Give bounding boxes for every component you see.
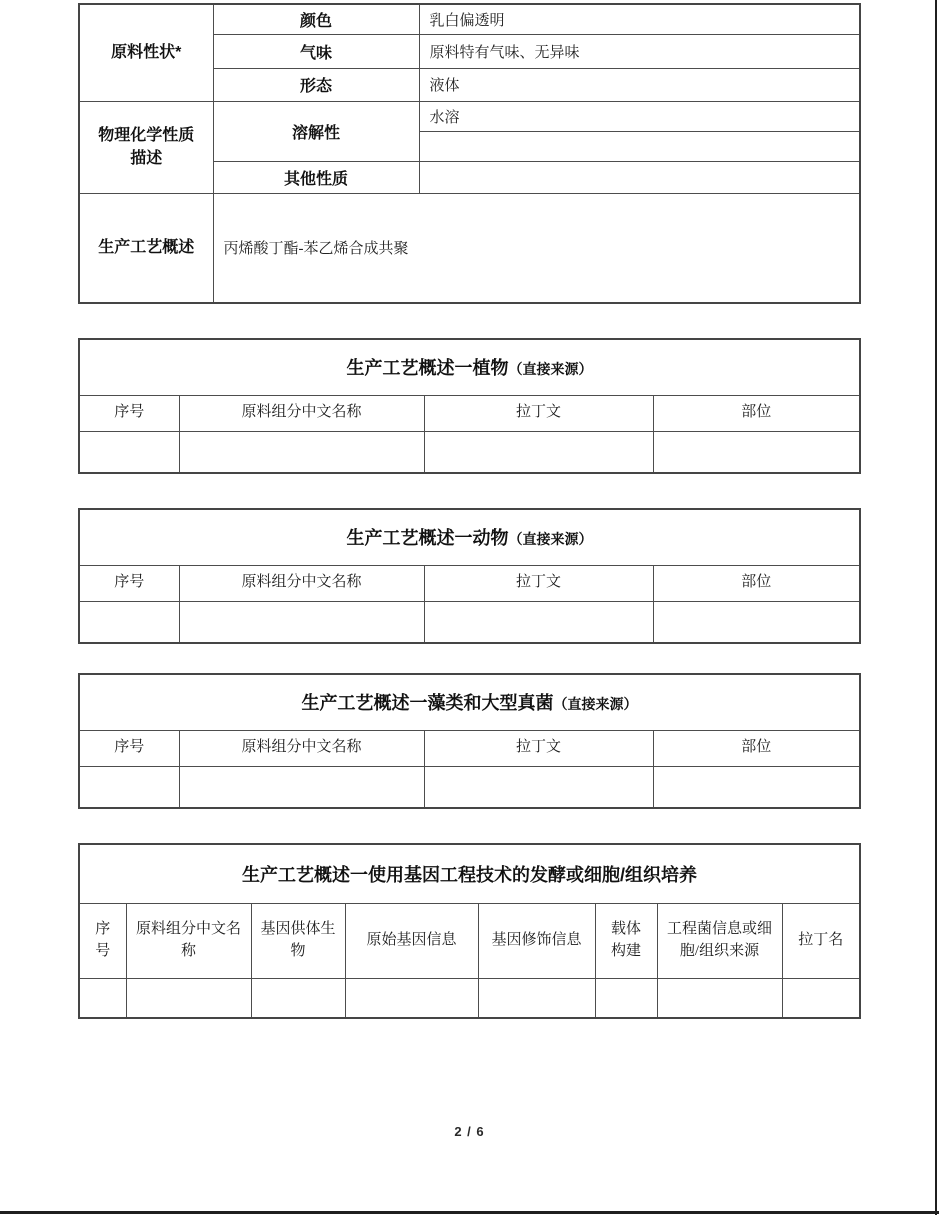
column-header-original-gene: 原始基因信息 [345, 903, 478, 978]
table-title-row [79, 509, 860, 565]
column-header-index: 序号 [79, 395, 179, 431]
table-cell [653, 431, 860, 473]
animal-source-table [78, 508, 861, 644]
column-header-index: 序号 [79, 903, 126, 978]
column-header-cn-name: 原料组分中文名称 [126, 903, 251, 978]
property-label-color: 颜色 [213, 4, 419, 34]
table-cell [424, 766, 653, 808]
table-cell [345, 978, 478, 1018]
table-title-note: （直接来源） [553, 696, 638, 713]
table-title-cell [79, 339, 860, 395]
table-cell [424, 431, 653, 473]
table-title-note: （直接来源） [508, 361, 593, 378]
table-header-row [79, 903, 860, 978]
plant-source-table [78, 338, 861, 474]
property-value-solubility: 水溶 [419, 101, 860, 131]
page-number: 2 / 6 [454, 1124, 485, 1139]
table-row [79, 101, 860, 131]
property-label-odor: 气味 [213, 34, 419, 68]
table-cell [653, 601, 860, 643]
table-title: 生产工艺概述一动物 [346, 528, 509, 549]
column-header-gene-donor: 基因供体生物 [251, 903, 345, 978]
column-header-part: 部位 [653, 730, 860, 766]
table-cell [424, 601, 653, 643]
table-cell [595, 978, 657, 1018]
column-header-cn-name: 原料组分中文名称 [179, 395, 424, 431]
column-header-latin: 拉丁文 [424, 730, 653, 766]
table-title-note: （直接来源） [508, 531, 593, 548]
column-header-latin-name: 拉丁名 [782, 903, 860, 978]
table-row [79, 4, 860, 34]
table-cell [179, 766, 424, 808]
table-cell [126, 978, 251, 1018]
group-label-physchem-description [79, 101, 213, 193]
table-title: 生产工艺概述一植物 [346, 358, 509, 379]
group-label-text: 物理化学性质描述 [98, 126, 195, 167]
property-value-odor: 原料特有气味、无异味 [419, 34, 860, 68]
page-edge-right [935, 0, 937, 1215]
table-row [79, 978, 860, 1018]
property-label-other: 其他性质 [213, 161, 419, 193]
table-header-row [79, 730, 860, 766]
column-header-cn-name: 原料组分中文名称 [179, 565, 424, 601]
table-cell [79, 431, 179, 473]
table-cell [79, 601, 179, 643]
property-label-solubility: 溶解性 [213, 101, 419, 161]
table-title-cell [79, 674, 860, 730]
column-header-part: 部位 [653, 565, 860, 601]
property-value-color: 乳白偏透明 [419, 4, 860, 34]
table-row [79, 193, 860, 303]
table-cell [251, 978, 345, 1018]
column-header-latin: 拉丁文 [424, 565, 653, 601]
column-header-latin: 拉丁文 [424, 395, 653, 431]
table-cell [79, 978, 126, 1018]
table-title-cell [79, 509, 860, 565]
column-header-index: 序号 [79, 565, 179, 601]
material-properties-table [78, 3, 861, 304]
table-cell [653, 766, 860, 808]
property-value-form: 液体 [419, 68, 860, 101]
table-title: 生产工艺概述一藻类和大型真菌 [301, 693, 554, 714]
property-value-empty [419, 131, 860, 161]
algae-fungi-source-table [78, 673, 861, 809]
table-cell [657, 978, 782, 1018]
column-header-cn-name: 原料组分中文名称 [179, 730, 424, 766]
table-title-row [79, 844, 860, 903]
table-row [79, 766, 860, 808]
table-cell [179, 601, 424, 643]
group-label-material-character: 原料性状* [79, 4, 213, 101]
table-title-row [79, 339, 860, 395]
table-title-cell [79, 844, 860, 903]
table-row [79, 601, 860, 643]
table-cell [478, 978, 595, 1018]
table-title: 生产工艺概述一使用基因工程技术的发酵或细胞/组织培养 [242, 864, 697, 885]
table-row [79, 431, 860, 473]
column-header-part: 部位 [653, 395, 860, 431]
table-cell [782, 978, 860, 1018]
table-header-row [79, 395, 860, 431]
column-header-engineered-strain: 工程菌信息或细胞/组织来源 [657, 903, 782, 978]
process-summary-label: 生产工艺概述 [79, 193, 213, 303]
process-summary-value: 丙烯酸丁酯-苯乙烯合成共聚 [213, 193, 860, 303]
column-header-vector-construction: 载体构建 [595, 903, 657, 978]
table-cell [179, 431, 424, 473]
table-cell [79, 766, 179, 808]
property-label-form: 形态 [213, 68, 419, 101]
property-value-other [419, 161, 860, 193]
page-edge-bottom [0, 1211, 939, 1214]
gmo-process-table [78, 843, 861, 1019]
table-header-row [79, 565, 860, 601]
table-title-row [79, 674, 860, 730]
column-header-gene-modification: 基因修饰信息 [478, 903, 595, 978]
column-header-index: 序号 [79, 730, 179, 766]
